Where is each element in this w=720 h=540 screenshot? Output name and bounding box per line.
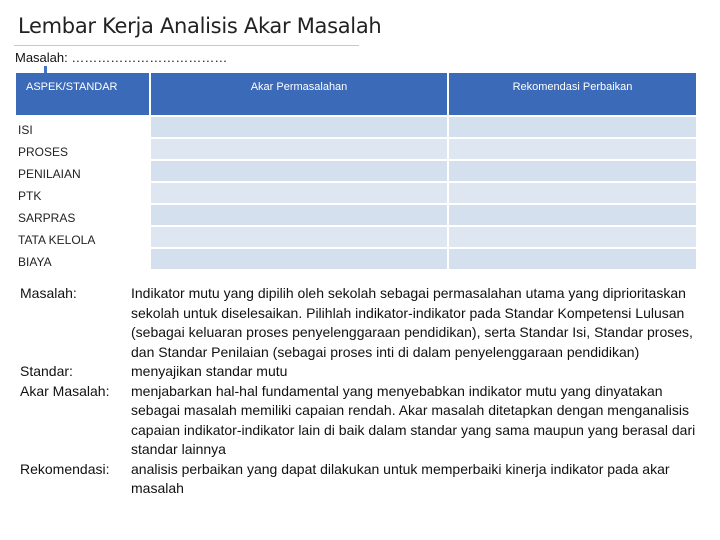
header-akar-permasalahan: Akar Permasalahan	[151, 73, 447, 115]
definition-term: Akar Masalah:	[20, 382, 110, 399]
definition-text: menyajikan standar mutu	[131, 363, 288, 379]
row-label: PROSES	[16, 139, 149, 159]
table-row	[16, 117, 696, 137]
table-row	[16, 227, 696, 247]
table-row	[16, 139, 696, 159]
rekomendasi-cell[interactable]	[449, 161, 696, 181]
problem-line	[15, 50, 227, 65]
definition-term: Masalah:	[20, 285, 77, 301]
rekomendasi-cell[interactable]	[449, 117, 696, 137]
definition-text: Indikator mutu yang dipilih oleh sekolah sebagai permasalahan utama yang diprioritaskan sekolah untuk diselesaikan. Pilihlah indikator-indikator pada Standar Kompetensi Lulusan (sebagai keluaran proses penyelenggaraan pendidikan), serta Standar Isi, Standar proses, dan Standar Penilaian (sebagai proses inti di dalam penyelenggaraan pendidikan)	[131, 285, 693, 360]
rekomendasi-cell[interactable]	[449, 205, 696, 225]
row-label: BIAYA	[16, 249, 149, 269]
table-row	[16, 161, 696, 181]
worksheet-table	[14, 71, 698, 271]
akar-cell[interactable]	[151, 117, 447, 137]
row-label: PTK	[16, 183, 149, 203]
definitions-list	[20, 284, 700, 499]
header-aspek-standar: ASPEK/STANDAR	[16, 73, 149, 115]
problem-placeholder[interactable]: ………………………………	[71, 50, 228, 65]
row-label: PENILAIAN	[16, 161, 149, 181]
akar-cell[interactable]	[151, 183, 447, 203]
problem-label: Masalah:	[15, 50, 68, 65]
row-label: SARPRAS	[16, 205, 149, 225]
definition-term: Standar:	[20, 363, 73, 379]
definition-text: menjabarkan hal-hal fundamental yang menyebabkan indikator mutu yang dinyatakan sebagai masalah memiliki capaian rendah. Akar masalah ditetapkan dengan menganalisis capaian indikator-indikator lain di baik dalam standar yang sama maupun yang berasal dari standar lainnya	[131, 382, 696, 457]
table-row	[16, 249, 696, 269]
akar-cell[interactable]	[151, 139, 447, 159]
definition-term: Rekomendasi:	[20, 460, 110, 477]
table-header-row	[16, 73, 696, 115]
akar-cell[interactable]	[151, 227, 447, 247]
definition-standar	[20, 362, 700, 382]
definition-text: analisis perbaikan yang dapat dilakukan untuk memperbaiki kinerja indikator pada akar masalah	[131, 460, 670, 496]
rekomendasi-cell[interactable]	[449, 139, 696, 159]
row-label: ISI	[16, 117, 149, 137]
row-label: TATA KELOLA	[16, 227, 149, 247]
definition-akar-masalah	[20, 382, 700, 460]
definition-masalah	[20, 284, 700, 362]
rekomendasi-cell[interactable]	[449, 249, 696, 269]
table-row	[16, 183, 696, 203]
header-rekomendasi-perbaikan: Rekomendasi Perbaikan	[449, 73, 696, 115]
akar-cell[interactable]	[151, 249, 447, 269]
akar-cell[interactable]	[151, 205, 447, 225]
rekomendasi-cell[interactable]	[449, 227, 696, 247]
title-divider	[14, 45, 359, 46]
table-row	[16, 205, 696, 225]
page-title: Lembar Kerja Analisis Akar Masalah	[18, 14, 382, 38]
akar-cell[interactable]	[151, 161, 447, 181]
definition-rekomendasi	[20, 460, 700, 499]
rekomendasi-cell[interactable]	[449, 183, 696, 203]
